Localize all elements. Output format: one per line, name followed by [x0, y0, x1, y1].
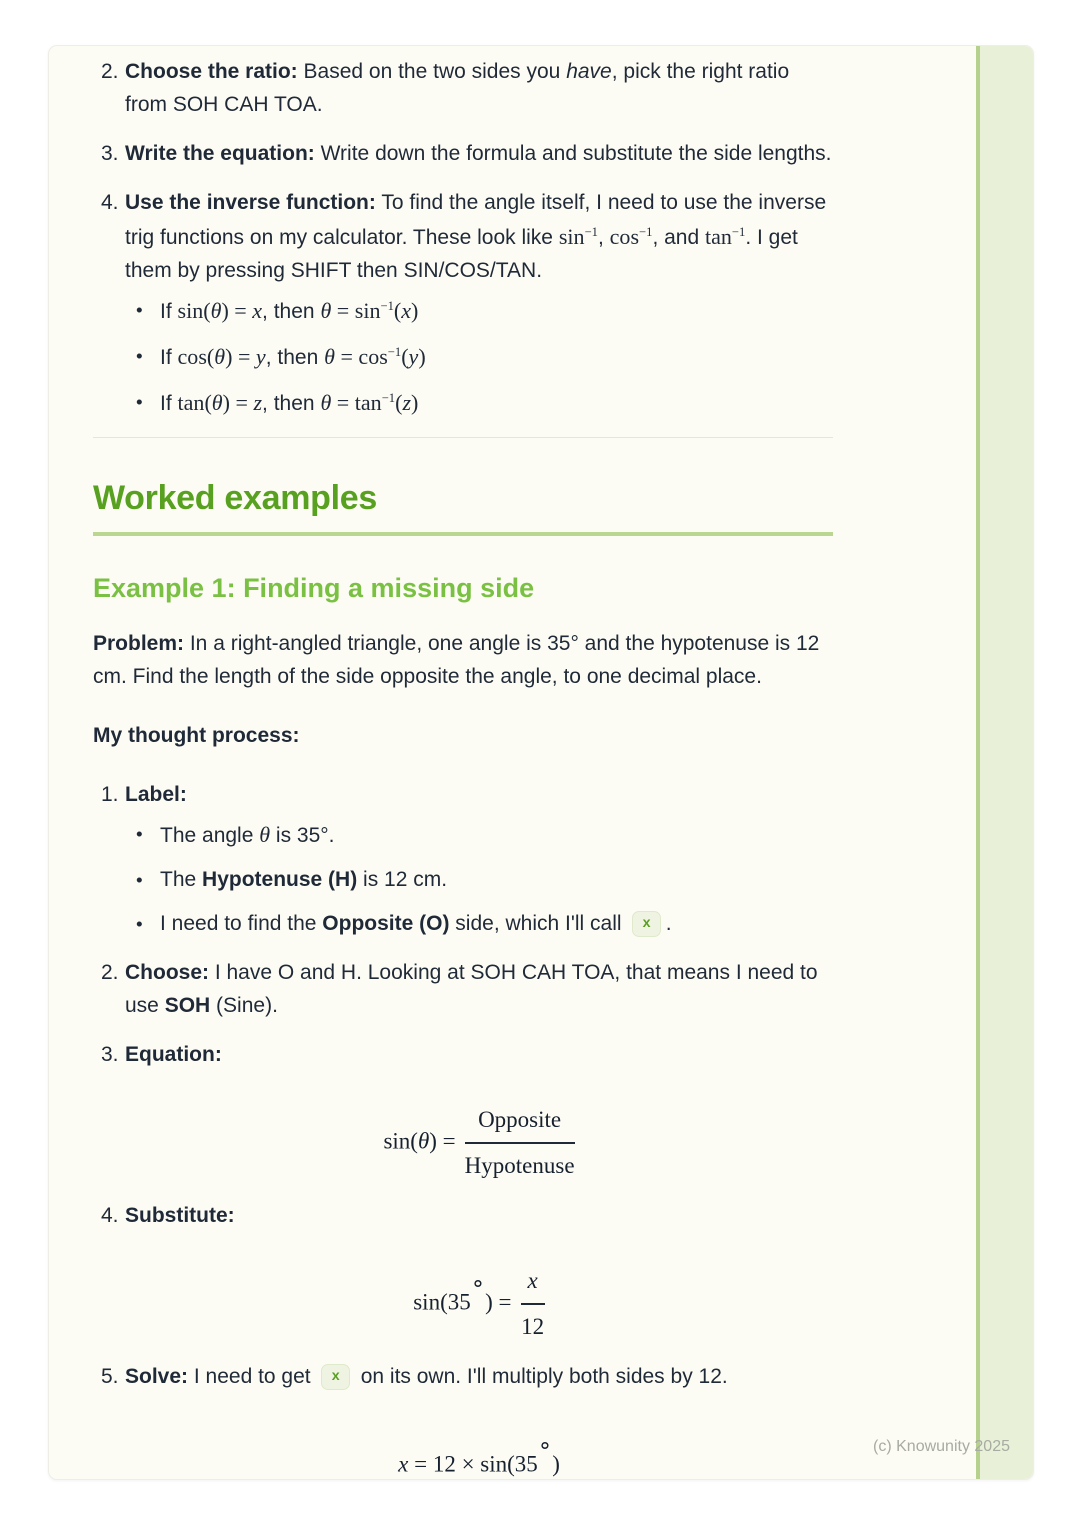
- math-expression: = 12 × sin(35: [408, 1451, 538, 1477]
- x-variable-chip: x: [632, 911, 660, 937]
- bullet-text: I need to find the Opposite (O) side, which I'll call x .: [160, 908, 833, 941]
- math-function: sin(35: [413, 1289, 471, 1315]
- bullet-text: The angle θ is 35°.: [160, 821, 335, 847]
- label-bullets-list: [125, 818, 833, 941]
- bullet-dot: [136, 908, 160, 941]
- step-item-write-equation: [93, 138, 833, 171]
- worked-examples-heading: Worked examples: [93, 478, 833, 536]
- bullet-item-hypotenuse: [125, 864, 833, 897]
- step-text: [125, 1361, 833, 1480]
- section-divider: [93, 437, 833, 438]
- fraction: [465, 1102, 575, 1184]
- rule-item-sin: [125, 294, 833, 329]
- math-equals: ) =: [429, 1127, 456, 1153]
- bullet-dot: [136, 864, 160, 897]
- step-text-paragraph: Substitute:: [125, 1203, 235, 1227]
- bullet-item-opposite: [125, 908, 833, 941]
- step-text: Choose: I have O and H. Looking at SOH CAH TOA, that means I need to use SOH (Sine).: [125, 960, 818, 1017]
- step-text: [125, 187, 833, 421]
- step-text: Write the equation: Write down the formula and substitute the side lengths.: [125, 141, 832, 165]
- right-accent-strip: [976, 46, 1033, 1479]
- step-number: 2.: [101, 960, 119, 984]
- step-item-choose: [93, 957, 833, 1023]
- step-item-inverse-function: [93, 187, 833, 421]
- equation-substituted: [125, 1263, 833, 1345]
- x-variable-chip: x: [321, 1364, 349, 1390]
- step-item-choose-ratio: [93, 56, 833, 122]
- step-number: 2.: [101, 60, 119, 83]
- method-steps-list: [93, 56, 833, 421]
- step-number: 4.: [101, 190, 119, 214]
- example-1-heading: Example 1: Finding a missing side: [93, 572, 535, 603]
- step-text-paragraph: Use the inverse function: To find the angle itself, I need to use the inverse trig functions on my calculator. These look like $\sin^{-1}$, $\cos^{-1}$, and $\tan^{-1}$. I get them by pressing SHIFT then SIN/COS/TAN.: [125, 190, 827, 282]
- bullet-item-angle: [125, 818, 833, 853]
- step-item-label: [93, 779, 833, 941]
- fraction-numerator: x: [521, 1263, 545, 1305]
- step-number: 3.: [101, 141, 119, 165]
- step-item-equation: [93, 1039, 833, 1184]
- page-content: [93, 56, 833, 1480]
- step-number: 4.: [101, 1203, 119, 1227]
- document-page: [48, 45, 1034, 1480]
- bullet-dot: [136, 340, 160, 375]
- step-text: [125, 1039, 833, 1184]
- step-text-paragraph: Equation:: [125, 1042, 222, 1066]
- fraction-denominator: Hypotenuse: [464, 1152, 575, 1178]
- bullet-dot: [136, 818, 160, 853]
- step-item-solve: [93, 1361, 833, 1480]
- math-variable-x: x: [398, 1451, 409, 1477]
- step-number: 5.: [101, 1365, 119, 1388]
- bullet-text: The Hypotenuse (H) is 12 cm.: [160, 867, 448, 891]
- step-number: 1.: [101, 782, 119, 806]
- degree-symbol: ∘: [537, 1432, 553, 1458]
- step-number: 3.: [101, 1042, 119, 1066]
- equation-sin-ratio: [125, 1102, 833, 1184]
- problem-paragraph: Problem: In a right-angled triangle, one angle is 35° and the hypotenuse is 12 cm. Find the length of the side opposite the angle, to one decimal place.: [93, 631, 820, 688]
- bullet-dot: [136, 386, 160, 421]
- example-steps-list: [93, 779, 833, 1480]
- rule-text: If cos(θ) = y, then $\theta = \cos^{-1}(y)$: [160, 343, 426, 369]
- bullet-dot: [136, 294, 160, 329]
- step-item-substitute: [93, 1200, 833, 1345]
- math-function: sin(: [383, 1127, 418, 1153]
- math-close-paren: ): [552, 1451, 560, 1477]
- fraction: [521, 1263, 545, 1345]
- thought-process-label: My thought process:: [93, 723, 300, 747]
- fraction-denominator: 12: [521, 1313, 545, 1339]
- step-text: Choose the ratio: Based on the two sides you have, pick the right ratio from SOH CAH TOA.: [125, 60, 790, 116]
- step-text-paragraph: Label:: [125, 782, 187, 806]
- rule-item-tan: [125, 386, 833, 421]
- inverse-rules-list: [125, 294, 833, 421]
- rule-item-cos: [125, 340, 833, 375]
- equation-solve: [125, 1428, 833, 1480]
- rule-text: If tan(θ) = z, then $\theta = \tan^{-1}(z)$: [160, 389, 419, 415]
- math-variable-theta: θ: [417, 1127, 430, 1153]
- step-text-paragraph: Solve: I need to get x on its own. I'll multiply both sides by 12.: [125, 1361, 833, 1394]
- step-text: [125, 779, 833, 941]
- fraction-numerator: Opposite: [465, 1102, 575, 1144]
- rule-text: If sin(θ) = x, then $\theta = \sin^{-1}(x)$: [160, 297, 419, 323]
- step-text: [125, 1200, 833, 1345]
- degree-symbol: ∘: [470, 1270, 486, 1296]
- copyright-text: (c) Knowunity 2025: [873, 1438, 1010, 1455]
- math-equals: ) =: [485, 1289, 512, 1315]
